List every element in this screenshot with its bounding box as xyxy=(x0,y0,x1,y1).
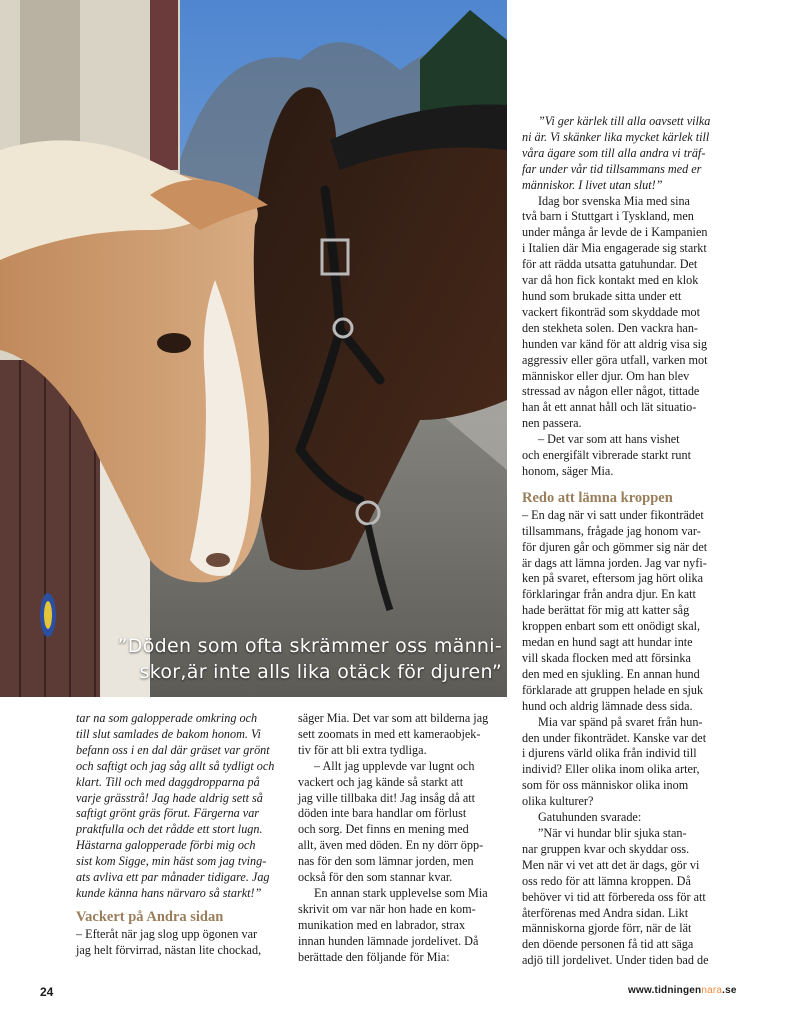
column-1-quote xyxy=(76,711,286,902)
column-3-quote xyxy=(522,114,732,194)
text-line: tiv för att bli extra tydliga. xyxy=(298,742,427,757)
text-line: och saftigt och jag såg allt så tydligt och xyxy=(76,758,275,773)
website-url-accent: nara xyxy=(701,985,723,996)
text-line: ken på svaret, eftersom jag hört olika xyxy=(522,571,704,586)
text-line: behöver vi tid att förbereda oss för att xyxy=(522,889,706,904)
website-url-prefix: www.tidningen xyxy=(628,985,702,996)
text-line: nas för den som lämnar jorden, men xyxy=(298,854,474,869)
horses-photo-icon xyxy=(0,0,507,697)
text-line: två barn i Stuttgart i Tyskland, men xyxy=(522,209,694,224)
text-line: också för den som stannar kvar. xyxy=(298,870,453,885)
text-line: saftigt grönt gräs förut. Färgerna var xyxy=(76,806,260,821)
text-line: förklarade att gruppen helade en sjuk xyxy=(522,682,704,697)
text-line: aggressiv eller göra utfall, varken mot xyxy=(522,352,708,367)
text-line: återförenas med Andra sidan. Likt xyxy=(522,905,689,920)
text-line: munikation med en labrador, strax xyxy=(298,917,466,932)
text-line: vackert och jag kände så starkt att xyxy=(298,774,464,789)
text-line: och sorg. Det finns en mening med xyxy=(298,822,469,837)
text-line: är dags att lämna jorden. Jag var nyfi- xyxy=(522,555,707,570)
text-line: vackert fikonträd som skyddade mot xyxy=(522,304,701,319)
text-line: medan en hund sagt att hundar inte xyxy=(522,635,693,650)
text-line: – En dag när vi satt under fikonträdet xyxy=(522,507,704,522)
text-line: oss redo för att lämna kroppen. Då xyxy=(522,873,691,888)
text-line: sist kom Sigge, min häst som jag tving- xyxy=(76,854,267,869)
text-line: hade berättat för mig att katter såg xyxy=(522,603,690,618)
column-1 xyxy=(76,711,286,959)
photo-caption-line: ”Döden som ofta skrämmer oss männi- xyxy=(117,635,502,657)
text-line: Idag bor svenska Mia med sina xyxy=(538,193,690,208)
text-line: den med en sjukling. En annan hund xyxy=(522,666,700,681)
text-line: Mia var spänd på svaret från hun- xyxy=(538,714,703,729)
website-url-suffix: .se xyxy=(722,985,737,996)
text-line: nen passera. xyxy=(522,416,582,431)
text-line: varje grässtrå! Jag hade aldrig sett så xyxy=(76,790,263,805)
text-line: sett zoomats in med ett kameraobjek- xyxy=(298,726,481,741)
text-line: hund och aldrig lämnade dess sida. xyxy=(522,698,693,713)
text-line: säger Mia. Det var som att bilderna jag xyxy=(298,711,489,725)
text-line: i djurens värld olika från individ till xyxy=(522,746,697,761)
photo-caption-line: skor,är inte alls lika otäck för djuren” xyxy=(139,661,502,683)
text-line: ni är. Vi skänker lika mycket kärlek till xyxy=(522,129,710,144)
text-line: som för oss människor olika inom xyxy=(522,778,689,793)
text-line: skrivit om var när hon hade en kom- xyxy=(298,901,476,916)
text-line: honom, säger Mia. xyxy=(522,463,614,478)
text-line: stressad av någon eller något, tittade xyxy=(522,384,700,399)
text-line: och energifält vibrerade starkt runt xyxy=(522,448,691,463)
text-line: för att rädda utsatta gatuhundar. Det xyxy=(522,257,698,272)
text-line: jag helt förvirrad, nästan lite chockad, xyxy=(76,942,262,957)
photo-caption-quote xyxy=(110,633,502,685)
text-line: under många år levde de i Kampanien xyxy=(522,225,708,240)
text-line: människor eller djur. Om han blev xyxy=(522,368,690,383)
text-line: – Efteråt när jag slog upp ögonen var xyxy=(76,926,258,941)
text-line: till slut samlades de bakom honom. Vi xyxy=(76,726,261,741)
text-line: far under vår tid tillsammans med er xyxy=(522,161,702,176)
text-line: förklaringar från andra djur. En katt xyxy=(522,587,696,602)
text-line: – Allt jag upplevde var lugnt och xyxy=(314,758,475,773)
text-line: olika kulturer? xyxy=(522,794,594,809)
text-line: kroppen enbart som ett onödigt skal, xyxy=(522,619,701,634)
text-line: individ? Eller olika inom olika arter, xyxy=(522,762,700,777)
text-line: klart. Till och med daggdropparna på xyxy=(76,774,260,789)
text-line: Hästarna galopperade förbi mig och xyxy=(76,838,256,853)
text-line: befann oss i en dal där gräset var grönt xyxy=(76,742,270,757)
text-line: hund som brukade sitta under ett xyxy=(522,288,682,303)
text-line: döden inte bara handlar om förlust xyxy=(298,806,467,821)
text-line: nar gruppen kvar och skyddar oss. xyxy=(522,841,690,856)
text-line: kunde känna hans närvaro så starkt!” xyxy=(76,885,262,900)
text-line: vill skada flocken med att försinka xyxy=(522,651,691,665)
section-heading: Redo att lämna kroppen xyxy=(522,489,673,506)
text-line: i Italien där Mia engagerade sig starkt xyxy=(522,241,707,256)
text-line: jag ville tillbaka dit! Jag insåg då att xyxy=(298,790,476,805)
text-line: Men när vi vet att det är dags, gör vi xyxy=(522,857,700,872)
text-line: hunden var känd för att aldrig visa sig xyxy=(522,336,708,351)
text-line: – Det var som att hans vishet xyxy=(538,432,680,447)
text-line: innan hunden lämnade jordelivet. Då xyxy=(298,933,479,948)
text-line: Gatuhunden svarade: xyxy=(538,810,642,825)
text-line: för djuren går och gömmer sig när det xyxy=(522,539,708,554)
column-2 xyxy=(298,711,508,966)
text-line: En annan stark upplevelse som Mia xyxy=(314,885,488,900)
text-line: allt, även med döden. En ny dörr öpp- xyxy=(298,838,484,853)
text-line: praktfulla och det rådde ett stort lugn. xyxy=(76,822,263,837)
text-line: människor. I livet utan slut!” xyxy=(522,177,663,192)
text-line: ”Vi ger kärlek till alla oavsett vilka xyxy=(538,114,711,128)
text-line: den under fikonträdet. Kanske var det xyxy=(522,730,707,745)
text-line: adjö till jordelivet. Under tiden bad de xyxy=(522,953,709,968)
text-line: berättade den följande för Mia: xyxy=(298,949,450,964)
column-3 xyxy=(522,114,732,969)
text-line: han åt ett annat håll och lät situatio- xyxy=(522,400,697,415)
page-number: 24 xyxy=(40,985,54,999)
text-line: den döende personen få tid att säga xyxy=(522,937,694,952)
text-line: tillsammans, frågade jag honom var- xyxy=(522,523,701,538)
horses-photo xyxy=(0,0,507,697)
text-line: var då hon fick kontakt med en klok xyxy=(522,273,699,288)
website-url[interactable] xyxy=(628,985,737,996)
text-line: tar na som galopperade omkring och xyxy=(76,711,258,725)
text-line: den stekheta solen. Den vackra han- xyxy=(522,320,698,335)
text-line: ”När vi hundar blir sjuka stan- xyxy=(538,825,687,840)
text-line: våra ägare som till alla andra vi träf- xyxy=(522,145,706,160)
section-heading: Vackert på Andra sidan xyxy=(76,908,224,925)
text-line: ats avliva ett par månader tidigare. Jag xyxy=(76,870,270,885)
text-line: människorna gjorde förr, när de lät xyxy=(522,921,692,936)
